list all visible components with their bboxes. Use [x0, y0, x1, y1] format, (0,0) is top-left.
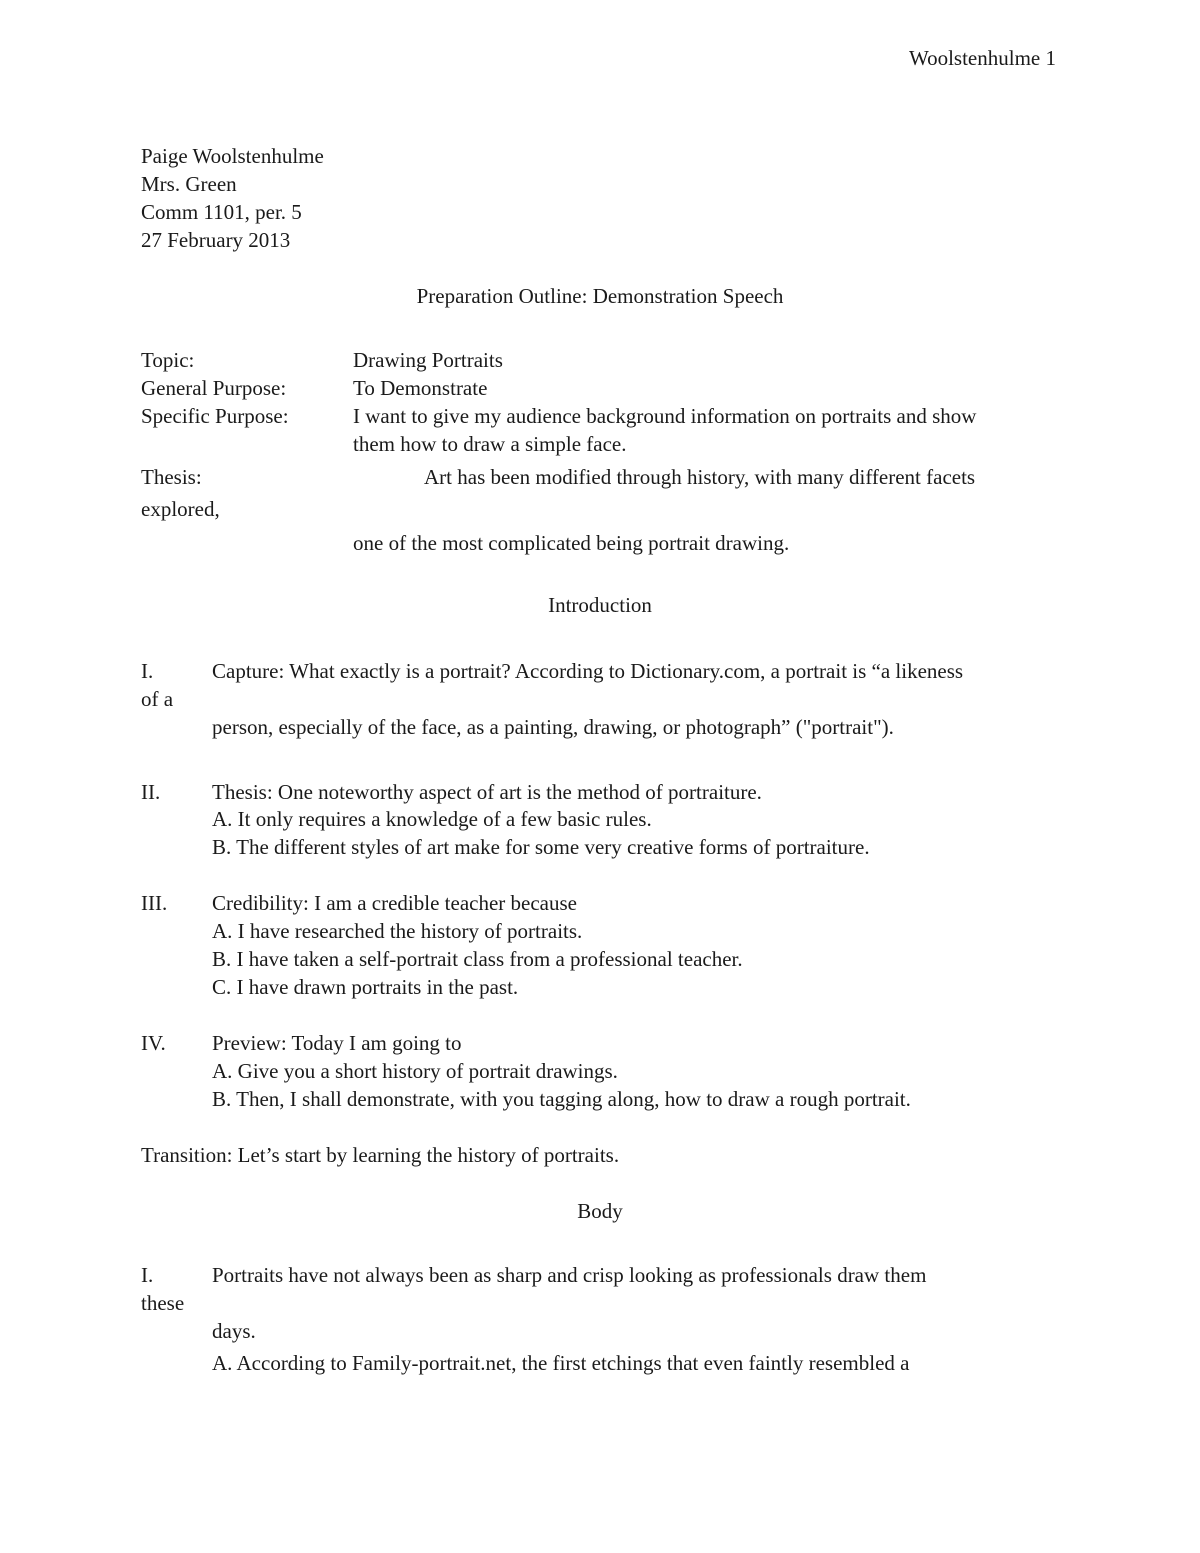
specific-purpose-line-1: I want to give my audience background information on portraits and show — [353, 404, 977, 428]
body-i-line-1: Portraits have not always been as sharp and crisp looking as professionals draw them — [212, 1263, 927, 1287]
intro-iv-text: Preview: Today I am going to — [212, 1031, 462, 1055]
course-name: Comm 1101, per. 5 — [141, 200, 302, 224]
document-date: 27 February 2013 — [141, 228, 291, 252]
intro-iv-number: IV. — [141, 1031, 166, 1055]
body-heading: Body — [577, 1199, 623, 1223]
intro-ii-b: B. The different styles of art make for some very creative forms of portraiture. — [212, 835, 870, 859]
intro-iii-text: Credibility: I am a credible teacher because — [212, 891, 577, 915]
body-i-line-3: days. — [212, 1319, 256, 1343]
topic-label: Topic: — [141, 348, 195, 372]
intro-iii-c: C. I have drawn portraits in the past. — [212, 975, 519, 999]
intro-iv-b: B. Then, I shall demonstrate, with you tagging along, how to draw a rough portrait. — [212, 1087, 911, 1111]
intro-iii-a: A. I have researched the history of portraits. — [212, 919, 583, 943]
instructor-name: Mrs. Green — [141, 172, 237, 196]
document-title: Preparation Outline: Demonstration Speech — [416, 284, 784, 308]
intro-ii-text: Thesis: One noteworthy aspect of art is the method of portraiture. — [212, 780, 762, 804]
intro-i-line-2: of a — [141, 687, 174, 711]
thesis-line-2: explored, — [141, 497, 220, 521]
intro-i-line-3: person, especially of the face, as a painting, drawing, or photograph” ("portrait"). — [212, 715, 894, 739]
thesis-line-3: one of the most complicated being portrait drawing. — [353, 531, 790, 555]
intro-iii-b: B. I have taken a self-portrait class from a professional teacher. — [212, 947, 743, 971]
body-i-line-2: these — [141, 1291, 185, 1315]
thesis-line-1: Art has been modified through history, with many different facets — [424, 465, 976, 489]
student-name: Paige Woolstenhulme — [141, 144, 324, 168]
body-i-a: A. According to Family-portrait.net, the first etchings that even faintly resembled a — [212, 1351, 910, 1375]
body-i-number: I. — [141, 1263, 154, 1287]
intro-iii-number: III. — [141, 891, 168, 915]
intro-i-line-1: Capture: What exactly is a portrait? According to Dictionary.com, a portrait is “a likeness — [212, 659, 964, 683]
intro-ii-number: II. — [141, 780, 161, 804]
transition-text: Transition: Let’s start by learning the history of portraits. — [141, 1143, 620, 1167]
general-purpose-label: General Purpose: — [141, 376, 287, 400]
general-purpose-value: To Demonstrate — [353, 376, 488, 400]
intro-i-number: I. — [141, 659, 154, 683]
topic-value: Drawing Portraits — [353, 348, 503, 372]
intro-iv-a: A. Give you a short history of portrait drawings. — [212, 1059, 618, 1083]
introduction-heading: Introduction — [548, 593, 652, 617]
intro-ii-a: A. It only requires a knowledge of a few basic rules. — [212, 807, 652, 831]
thesis-label: Thesis: — [141, 465, 202, 489]
running-header: Woolstenhulme 1 — [908, 46, 1056, 70]
specific-purpose-label: Specific Purpose: — [141, 404, 289, 428]
specific-purpose-line-2: them how to draw a simple face. — [353, 432, 627, 456]
